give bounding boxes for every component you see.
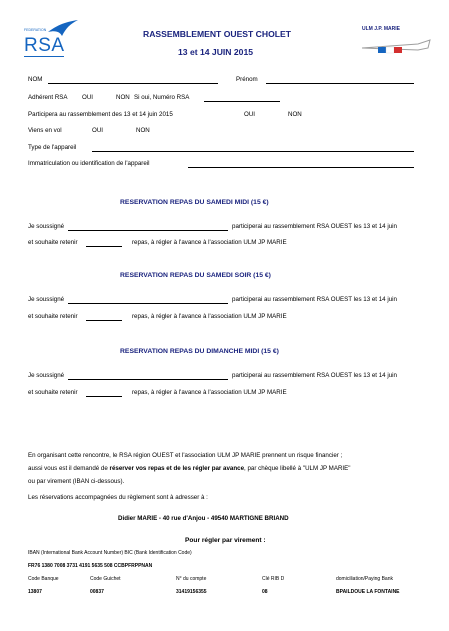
section1-line2-start: et souhaite retenir (28, 239, 78, 246)
logo-caption: FEDERATION (24, 28, 47, 32)
label-prenom: Prénom (236, 76, 258, 83)
option-oui-participera[interactable]: OUI (244, 111, 256, 118)
field-immatriculation[interactable] (188, 167, 414, 168)
notice-line2-bold: réserver vos repas et de les régler par avance (109, 465, 245, 472)
bank-value-cle-rib: 08 (262, 589, 268, 595)
logo-text: RSA (24, 35, 65, 56)
iban-value: FR76 1380 7008 3731 4191 5635 508 CCBPFRPPNAN (28, 563, 153, 569)
page-title: RASSEMBLEMENT OUEST CHOLET (143, 29, 292, 39)
bank-value-code-guichet: 00837 (90, 589, 104, 595)
section1-line1-start: Je soussigné (28, 223, 65, 230)
logo-underline (24, 56, 64, 57)
label-viens-en-vol: Viens en vol (28, 127, 62, 134)
rsa-logo (24, 18, 86, 62)
section2-field-name[interactable] (68, 303, 228, 304)
section2-line2-start: et souhaite retenir (28, 313, 78, 320)
bank-header-code-guichet: Code Guichet (90, 576, 121, 582)
label-si-oui: Si oui, Numéro RSA (134, 94, 190, 101)
mailing-address: Didier MARIE - 40 rue d'Anjou - 49540 MARTIGNE BRIAND (118, 515, 289, 522)
bank-header-code-banque: Code Banque (28, 576, 59, 582)
label-immatriculation: Immatriculation ou identification de l'appareil (28, 160, 150, 167)
section-title-dimanche-midi: RESERVATION REPAS DU DIMANCHE MIDI (15 €) (120, 348, 279, 355)
notice-line3: ou par virement (IBAN ci-dessous). (28, 478, 125, 485)
section2-line2-end: repas, à régler à l'avance à l'association ULM JP MARIE (132, 313, 287, 320)
field-numero-rsa[interactable] (204, 101, 280, 102)
field-type-appareil[interactable] (92, 151, 414, 152)
section1-field-name[interactable] (68, 230, 228, 231)
label-type-appareil: Type de l'appareil (28, 144, 77, 151)
section1-line1-end: participerai au rassemblement RSA OUEST les 13 et 14 juin (232, 223, 397, 230)
iban-label: IBAN (International Bank Account Number) BIC (Bank Identification Code) (28, 550, 192, 556)
section3-field-qty[interactable] (86, 396, 122, 397)
bank-value-code-banque: 13807 (28, 589, 42, 595)
bank-value-compte: 31419156355 (176, 589, 207, 595)
bank-header-cle-rib: Clé RIB D (262, 576, 285, 582)
notice-line2 (28, 466, 350, 472)
event-dates: 13 et 14 JUIN 2015 (178, 47, 254, 57)
field-prenom[interactable] (266, 83, 414, 84)
bank-title: Pour régler par virement : (185, 537, 266, 544)
label-nom: NOM (28, 76, 43, 83)
section2-line1-start: Je soussigné (28, 296, 65, 303)
section-title-samedi-midi: RESERVATION REPAS DU SAMEDI MIDI (15 €) (120, 199, 269, 206)
label-adherent: Adhérent RSA (28, 94, 68, 101)
section2-field-qty[interactable] (86, 320, 122, 321)
notice-line4: Les réservations accompagnées du règlement sont à adresser à : (28, 494, 208, 501)
section3-line1-start: Je soussigné (28, 372, 65, 379)
option-non-participera[interactable]: NON (288, 111, 302, 118)
bank-value-domiciliation: BPAILDOUE LA FONTAINE (336, 589, 400, 595)
option-non-vol[interactable]: NON (136, 127, 150, 134)
section3-line2-start: et souhaite retenir (28, 389, 78, 396)
notice-line1: En organisant cette rencontre, le RSA région OUEST et l'association ULM JP MARIE prennent un risque financier ; (28, 452, 343, 459)
section1-field-qty[interactable] (86, 246, 122, 247)
bank-header-domiciliation: domiciliation/Paying Bank (336, 576, 393, 582)
club-logo-text: ULM J.P. MARIE (362, 26, 400, 32)
section3-line1-end: participerai au rassemblement RSA OUEST les 13 et 14 juin (232, 372, 397, 379)
option-oui-adherent[interactable]: OUI (82, 94, 94, 101)
section1-line2-end: repas, à régler à l'avance à l'association ULM JP MARIE (132, 239, 287, 246)
label-participera: Participera au rassemblement des 13 et 14 juin 2015 (28, 111, 173, 118)
field-nom[interactable] (48, 83, 218, 84)
section2-line1-end: participerai au rassemblement RSA OUEST les 13 et 14 juin (232, 296, 397, 303)
option-oui-vol[interactable]: OUI (92, 127, 104, 134)
plane-flag-icon (358, 34, 434, 62)
section3-field-name[interactable] (68, 379, 228, 380)
option-non-adherent[interactable]: NON (116, 94, 130, 101)
notice-line2-a: aussi vous est il demandé de (28, 465, 108, 472)
club-logo (358, 26, 438, 66)
section-title-samedi-soir: RESERVATION REPAS DU SAMEDI SOIR (15 €) (120, 272, 271, 279)
notice-line2-c: , par chèque libellé à "ULM JP MARIE" (244, 465, 351, 472)
bank-header-compte: N° du compte (176, 576, 207, 582)
section3-line2-end: repas, à régler à l'avance à l'association ULM JP MARIE (132, 389, 287, 396)
